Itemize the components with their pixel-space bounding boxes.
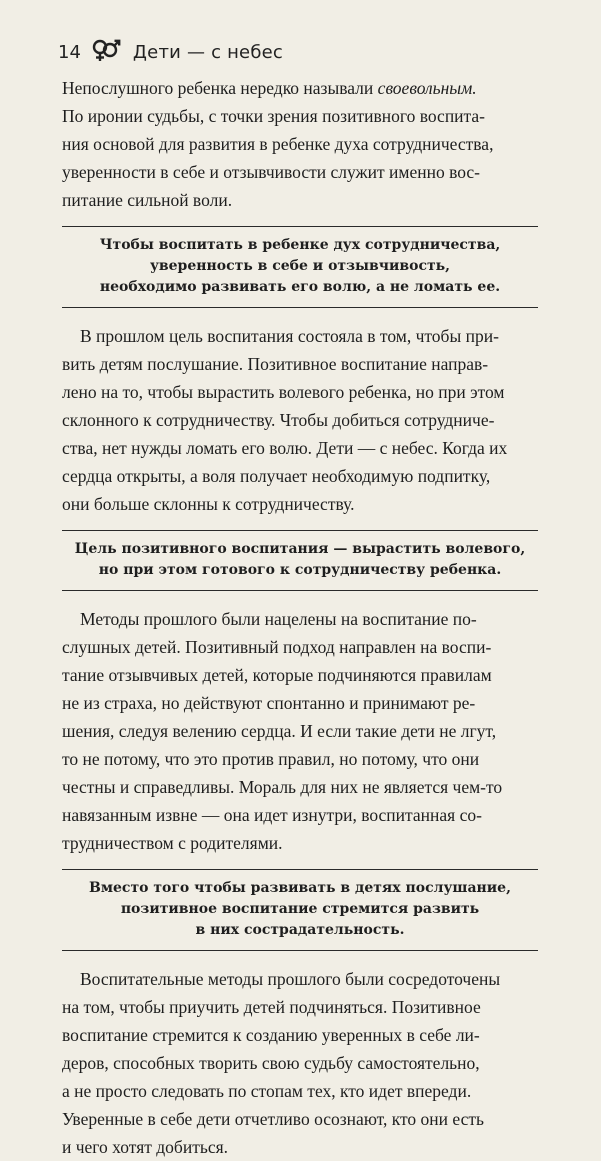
text-line: В прошлом цель воспитания состояла в том, чтобы при- (80, 326, 499, 346)
callout-line: необходимо развивать его волю, а не ломать ее. (99, 279, 501, 295)
paragraph-1 (62, 74, 538, 214)
callout-2 (62, 530, 538, 591)
text-line: ства, нет нужды ломать его волю. Дети — с небес. Когда их (62, 438, 508, 458)
text-line: то не потому, что это против правил, но потому, что они (62, 749, 480, 769)
callout-line: уверенность в себе и отзывчивость, (149, 258, 451, 274)
text-line: честны и справедливы. Мораль для них не является чем-то (62, 777, 503, 797)
paragraph-2 (62, 322, 538, 518)
male-female-symbols-icon (91, 38, 121, 67)
callout-line: Цель позитивного воспитания — вырастить волевого, (74, 541, 526, 557)
text-line: навязанным извне — она идет изнутри, воспитанная со- (62, 805, 482, 825)
section-title: Дети — с небес (132, 42, 284, 63)
text-line: деров, способных творить свою судьбу самостоятельно, (62, 1053, 480, 1073)
text-line: слушных детей. Позитивный подход направлен на воспи- (62, 637, 492, 657)
text-line: на том, чтобы приучить детей подчиняться. Позитивное (62, 997, 481, 1017)
text-line: сердца открыты, а воля получает необходимую подпитку, (62, 466, 491, 486)
callout-line: но при этом готового к сотрудничеству ребенка. (98, 562, 502, 578)
page-number: 14 (58, 42, 81, 63)
text-line: воспитание стремится к созданию уверенных в себе ли- (62, 1025, 480, 1045)
text-line: тание отзывчивых детей, которые подчиняются правилам (62, 665, 492, 685)
text-line: склонного к сотрудничеству. Чтобы добиться сотрудниче- (62, 410, 495, 430)
text-line: не из страха, но действуют спонтанно и принимают ре- (62, 693, 476, 713)
text-line: трудничеством с родителями. (62, 833, 283, 853)
text-line: вить детям послушание. Позитивное воспитание направ- (62, 354, 489, 374)
text-line: Уверенные в себе дети отчетливо осознают, кто они есть (62, 1109, 485, 1129)
page-body (62, 74, 538, 1161)
text-line: и чего хотят добиться. (62, 1137, 229, 1157)
paragraph-4 (62, 965, 538, 1161)
text-line: они больше склонны к сотрудничеству. (62, 494, 355, 514)
text-line: питание сильной воли. (62, 190, 233, 210)
text-line: Воспитательные методы прошлого были сосредоточены (80, 969, 501, 989)
callout-line: Вместо того чтобы развивать в детях послушание, (89, 880, 511, 896)
text-line: шения, следуя велению сердца. И если такие дети не лгут, (62, 721, 497, 741)
callout-line: Чтобы воспитать в ребенке дух сотрудничества, (99, 237, 501, 253)
text-line: лено на то, чтобы вырастить волевого ребенка, но при этом (62, 382, 505, 402)
text-line: Непослушного ребенка нередко называли своевольным. (62, 78, 477, 98)
text-line: а не просто следовать по стопам тех, кто идет впереди. (62, 1081, 472, 1101)
text-line: По иронии судьбы, с точки зрения позитивного воспита- (62, 106, 485, 126)
callout-line: в них сострадательность. (195, 922, 405, 938)
text-line: Методы прошлого были нацелены на воспитание по- (80, 609, 477, 629)
callout-line: позитивное воспитание стремится развить (120, 901, 480, 917)
text-line: уверенности в себе и отзывчивости служит именно вос- (62, 162, 480, 182)
callout-1 (62, 226, 538, 308)
text-line: ния основой для развития в ребенке духа сотрудничества, (62, 134, 494, 154)
running-header (58, 38, 283, 67)
callout-3 (62, 869, 538, 951)
emphasis-word: своевольным. (377, 78, 477, 98)
paragraph-3 (62, 605, 538, 857)
